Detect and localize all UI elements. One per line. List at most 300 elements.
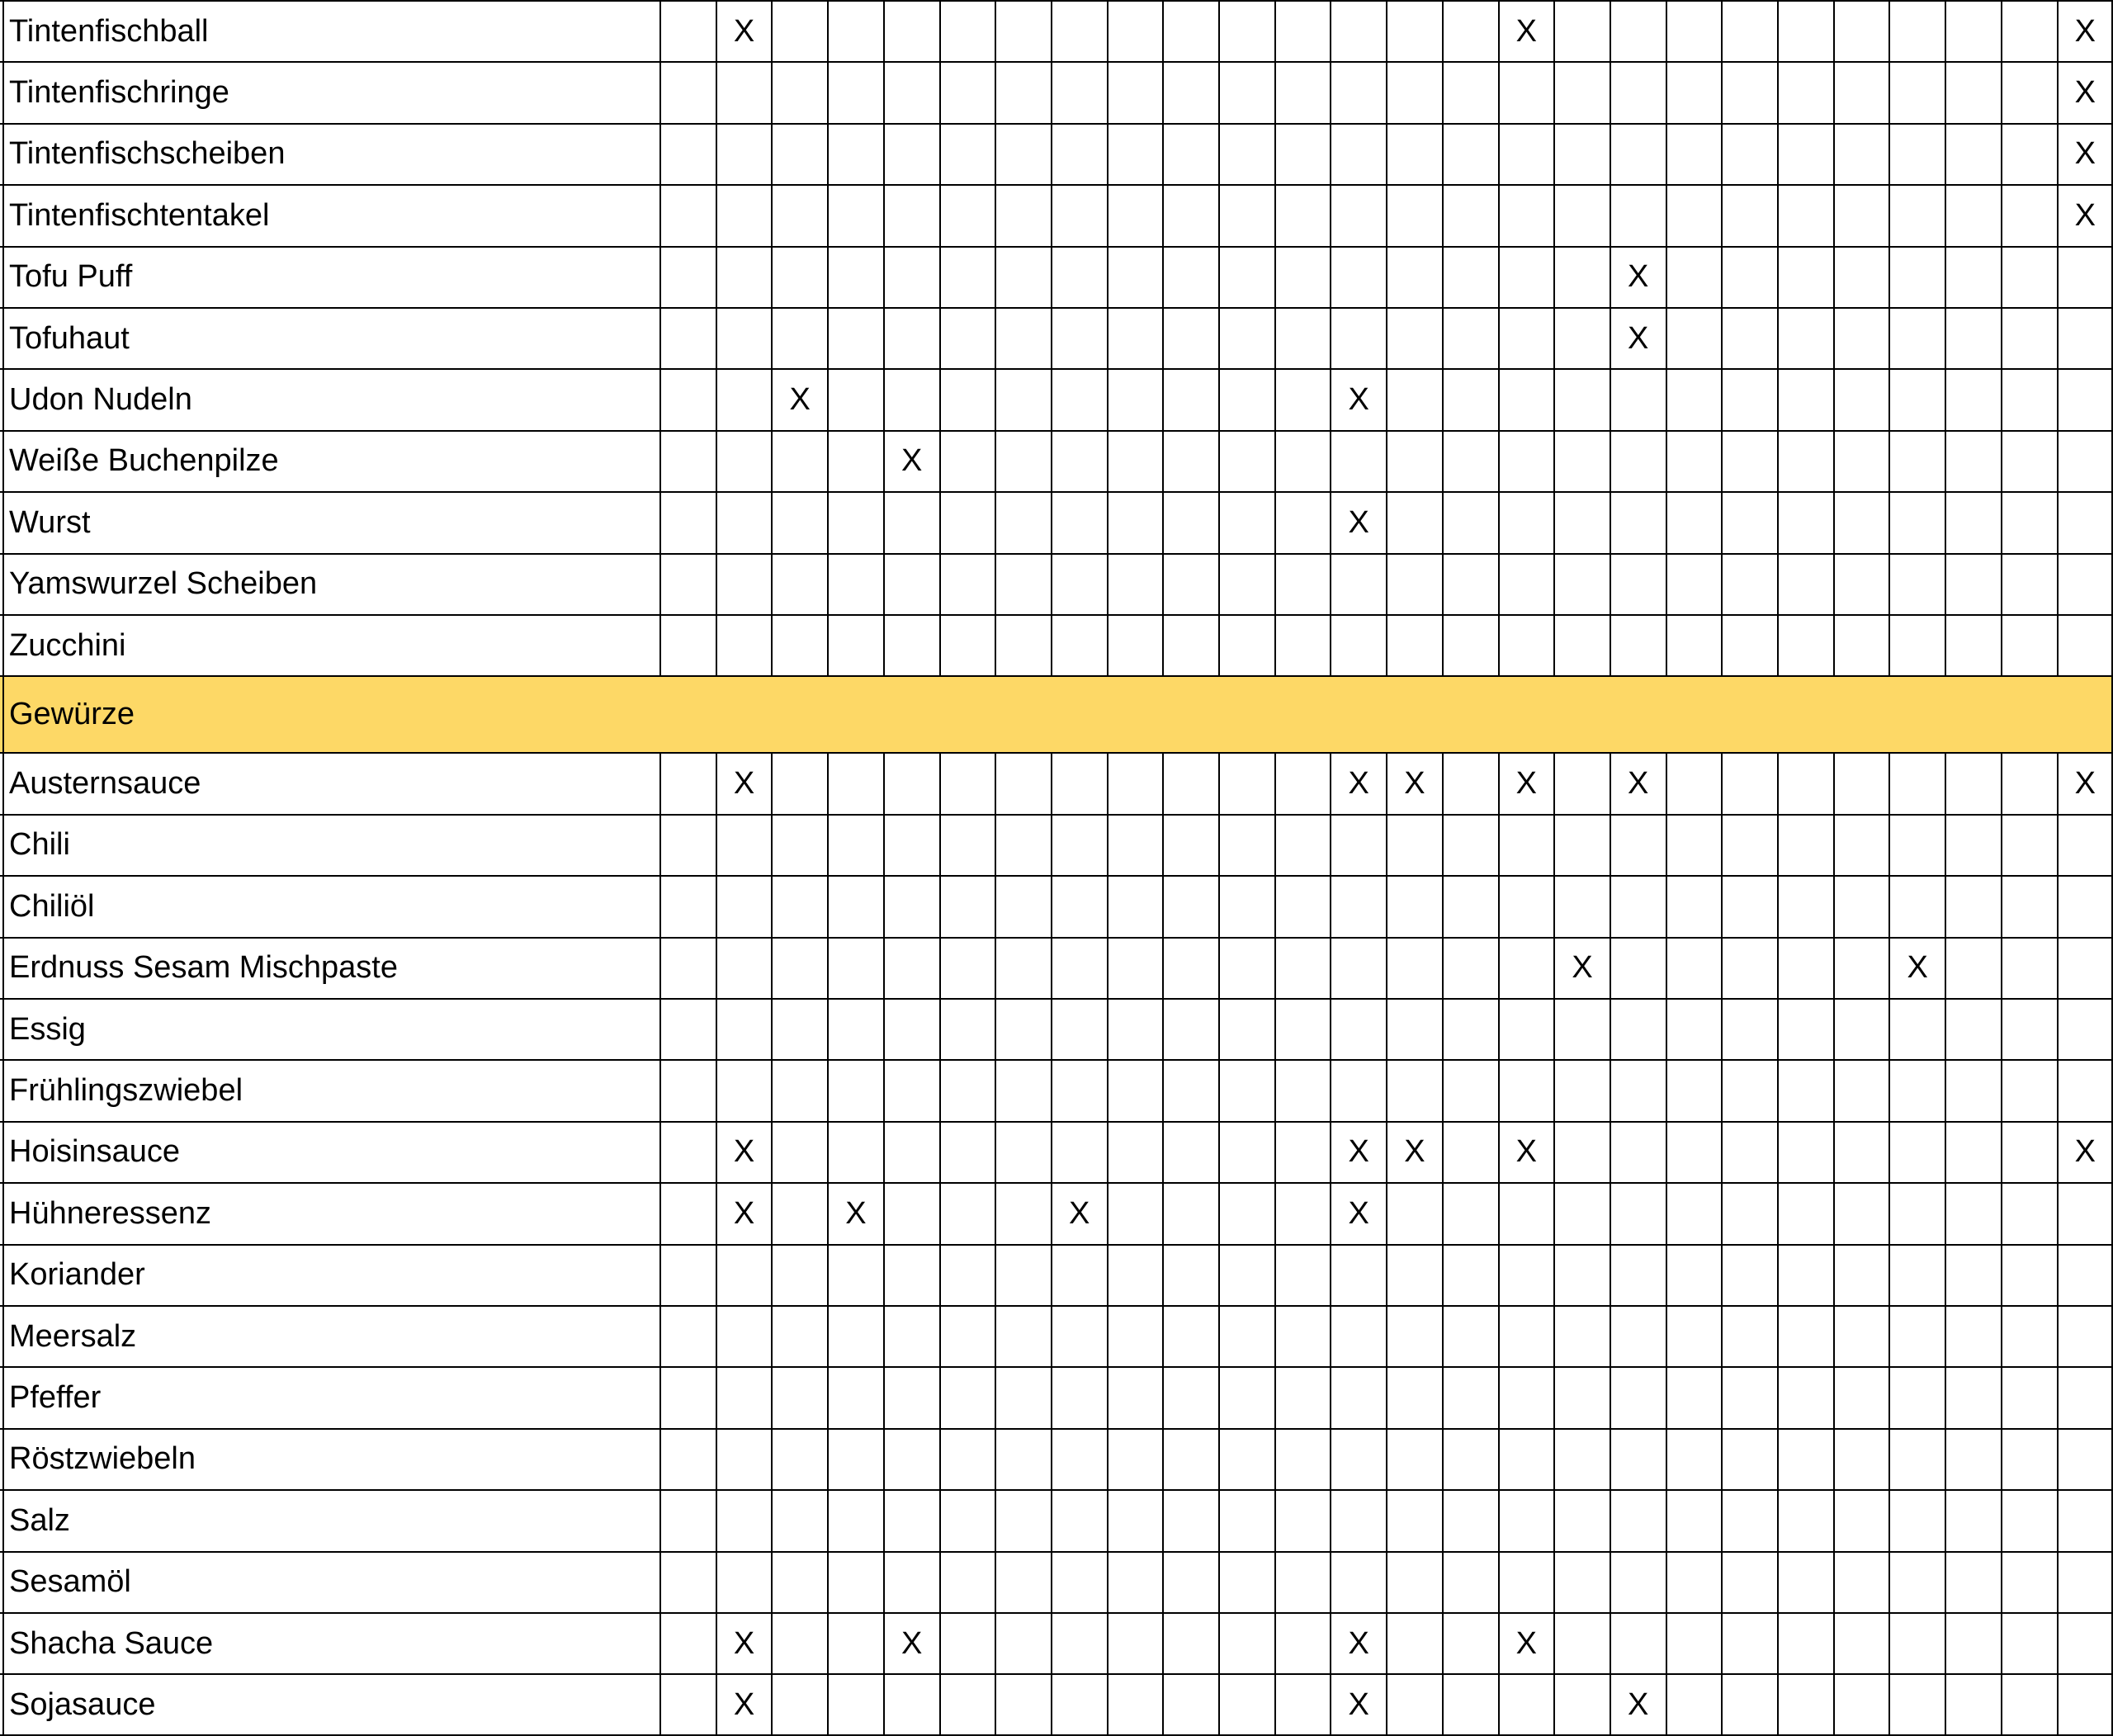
mark-cell bbox=[1443, 1122, 1499, 1183]
mark-cell bbox=[1387, 1613, 1443, 1674]
grid-line bbox=[1051, 615, 1052, 676]
mark-cell bbox=[1778, 1, 1834, 62]
table-row bbox=[0, 1490, 2113, 1551]
mark-cell bbox=[1945, 999, 2002, 1060]
grid-line bbox=[1051, 1245, 1052, 1306]
mark-cell bbox=[995, 308, 1052, 369]
mark-cell bbox=[1499, 1613, 1555, 1674]
mark-cell bbox=[1443, 753, 1499, 814]
mark-cell bbox=[940, 554, 996, 615]
mark-cell bbox=[1778, 1552, 1834, 1613]
check-mark: X bbox=[1348, 1195, 1369, 1231]
mark-cell bbox=[1052, 1183, 1108, 1244]
mark-cell bbox=[1834, 1674, 1890, 1735]
grid-line bbox=[1107, 1245, 1108, 1306]
mark-cell bbox=[1610, 247, 1666, 308]
grid-line bbox=[1051, 938, 1052, 999]
grid-line bbox=[1777, 308, 1779, 369]
mark-cell bbox=[1610, 1245, 1666, 1306]
mark-cell bbox=[1554, 938, 1610, 999]
mark-cell bbox=[1219, 1306, 1275, 1367]
grid-line bbox=[1833, 1, 1835, 62]
mark-cell bbox=[1554, 369, 1610, 430]
grid-line bbox=[827, 554, 829, 615]
mark-cell bbox=[2058, 308, 2113, 369]
mark-cell bbox=[1945, 1367, 2002, 1428]
grid-line bbox=[939, 554, 941, 615]
grid-line bbox=[1386, 1245, 1387, 1306]
grid-line bbox=[1553, 1367, 1555, 1428]
mark-cell bbox=[2002, 1245, 2058, 1306]
mark-cell bbox=[940, 431, 996, 492]
mark-cell bbox=[1722, 124, 1778, 185]
mark-cell bbox=[1889, 1490, 1945, 1551]
mark-cell bbox=[940, 753, 996, 814]
mark-cell bbox=[1331, 1674, 1387, 1735]
mark-cell bbox=[2002, 753, 2058, 814]
grid-line bbox=[1386, 308, 1387, 369]
mark-cell bbox=[1610, 62, 1666, 123]
mark-cell bbox=[1834, 938, 1890, 999]
table-row bbox=[0, 185, 2113, 246]
grid-line bbox=[1107, 815, 1108, 876]
mark-cell bbox=[1945, 615, 2002, 676]
mark-cell bbox=[940, 815, 996, 876]
mark-cell bbox=[1163, 369, 1219, 430]
grid-line bbox=[1553, 185, 1555, 246]
mark-cell bbox=[772, 1183, 828, 1244]
mark-cell bbox=[772, 753, 828, 814]
mark-cell bbox=[995, 492, 1052, 553]
grid-line bbox=[827, 1060, 829, 1121]
mark-cell bbox=[884, 1429, 940, 1490]
mark-cell bbox=[1052, 1122, 1108, 1183]
grid-line bbox=[939, 1245, 941, 1306]
grid-line bbox=[1442, 876, 1444, 937]
mark-cell bbox=[772, 185, 828, 246]
mark-cell bbox=[1722, 62, 1778, 123]
mark-cell bbox=[660, 431, 716, 492]
grid-line bbox=[1218, 1613, 1220, 1674]
grid-line bbox=[0, 814, 2113, 816]
mark-cell bbox=[1275, 1122, 1331, 1183]
mark-cell bbox=[1722, 369, 1778, 430]
grid-line bbox=[0, 1305, 2113, 1307]
mark-cell bbox=[1052, 876, 1108, 937]
grid-line bbox=[1833, 124, 1835, 185]
grid-line bbox=[1666, 876, 1667, 937]
mark-cell bbox=[1945, 185, 2002, 246]
mark-cell bbox=[772, 431, 828, 492]
grid-line bbox=[827, 124, 829, 185]
mark-cell bbox=[1889, 247, 1945, 308]
check-mark: X bbox=[901, 1625, 923, 1661]
mark-cell bbox=[1610, 431, 1666, 492]
mark-cell bbox=[1108, 308, 1164, 369]
mark-cell bbox=[1108, 1122, 1164, 1183]
grid-line bbox=[716, 308, 717, 369]
mark-cell bbox=[1108, 124, 1164, 185]
mark-cell bbox=[660, 62, 716, 123]
grid-line bbox=[1498, 1060, 1500, 1121]
grid-line bbox=[939, 1183, 941, 1244]
grid-line bbox=[1666, 1429, 1667, 1490]
grid-line bbox=[1833, 1183, 1835, 1244]
mark-cell bbox=[1778, 815, 1834, 876]
mark-cell bbox=[828, 431, 884, 492]
grid-line bbox=[0, 1612, 2113, 1614]
mark-cell bbox=[660, 938, 716, 999]
mark-cell bbox=[1610, 554, 1666, 615]
grid-line bbox=[1162, 62, 1164, 123]
grid-line bbox=[771, 1122, 773, 1183]
grid-line bbox=[939, 185, 941, 246]
grid-line bbox=[939, 1367, 941, 1428]
ingredient-name: Sesamöl bbox=[9, 1564, 131, 1600]
mark-cell bbox=[940, 308, 996, 369]
mark-cell bbox=[1554, 1306, 1610, 1367]
mark-cell bbox=[995, 124, 1052, 185]
mark-cell bbox=[2058, 999, 2113, 1060]
grid-line bbox=[1386, 1613, 1387, 1674]
grid-line bbox=[1386, 1122, 1387, 1183]
grid-line bbox=[1610, 185, 1611, 246]
mark-cell bbox=[1889, 1, 1945, 62]
mark-cell bbox=[772, 492, 828, 553]
grid-line bbox=[1777, 815, 1779, 876]
grid-line bbox=[1610, 1367, 1611, 1428]
grid-line bbox=[1386, 938, 1387, 999]
grid-line bbox=[1107, 1552, 1108, 1613]
mark-cell bbox=[1163, 1367, 1219, 1428]
mark-cell bbox=[1331, 999, 1387, 1060]
grid-line bbox=[1945, 876, 1946, 937]
grid-line bbox=[883, 492, 885, 553]
grid-line bbox=[1777, 1122, 1779, 1183]
mark-cell bbox=[1108, 185, 1164, 246]
grid-line bbox=[883, 815, 885, 876]
mark-cell bbox=[716, 492, 773, 553]
grid-line bbox=[883, 62, 885, 123]
mark-cell bbox=[1108, 1183, 1164, 1244]
mark-cell bbox=[1052, 938, 1108, 999]
mark-cell bbox=[828, 1060, 884, 1121]
mark-cell bbox=[995, 1429, 1052, 1490]
mark-cell bbox=[1108, 876, 1164, 937]
grid-line bbox=[1498, 938, 1500, 999]
mark-cell bbox=[995, 185, 1052, 246]
mark-cell bbox=[1163, 431, 1219, 492]
grid-line bbox=[1888, 615, 1890, 676]
grid-line bbox=[1888, 124, 1890, 185]
grid-line bbox=[1442, 185, 1444, 246]
grid-line bbox=[1610, 1183, 1611, 1244]
grid-line bbox=[716, 1552, 717, 1613]
table-row bbox=[0, 62, 2113, 123]
ingredient-name: Hoisinsauce bbox=[9, 1134, 180, 1170]
grid-line bbox=[1162, 1122, 1164, 1183]
grid-line bbox=[1442, 492, 1444, 553]
mark-cell bbox=[1275, 876, 1331, 937]
grid-line bbox=[2001, 876, 2002, 937]
table-row bbox=[0, 1613, 2113, 1674]
grid-line bbox=[1498, 492, 1500, 553]
grid-line bbox=[1721, 431, 1723, 492]
mark-cell bbox=[1108, 1429, 1164, 1490]
mark-cell bbox=[772, 369, 828, 430]
grid-line bbox=[716, 876, 717, 937]
grid-line bbox=[995, 1060, 996, 1121]
mark-cell bbox=[1331, 876, 1387, 937]
grid-line bbox=[1051, 1367, 1052, 1428]
mark-cell bbox=[1108, 1674, 1164, 1735]
mark-cell bbox=[660, 308, 716, 369]
mark-cell bbox=[1219, 554, 1275, 615]
grid-line bbox=[883, 247, 885, 308]
mark-cell bbox=[1610, 1552, 1666, 1613]
mark-cell bbox=[772, 1122, 828, 1183]
mark-cell bbox=[1275, 815, 1331, 876]
ingredient-name: Röstzwiebeln bbox=[9, 1441, 196, 1477]
mark-cell bbox=[1889, 308, 1945, 369]
grid-line bbox=[2001, 1183, 2002, 1244]
grid-line bbox=[1553, 1122, 1555, 1183]
mark-cell bbox=[1499, 938, 1555, 999]
grid-line bbox=[1107, 1367, 1108, 1428]
mark-cell bbox=[1108, 1, 1164, 62]
grid-line bbox=[1218, 492, 1220, 553]
grid-line bbox=[1945, 308, 1946, 369]
grid-line bbox=[1833, 1490, 1835, 1551]
grid-line bbox=[0, 614, 2113, 616]
section-header bbox=[0, 676, 2113, 753]
grid-line bbox=[1721, 938, 1723, 999]
mark-cell bbox=[940, 185, 996, 246]
check-mark: X bbox=[1628, 259, 1649, 295]
mark-cell bbox=[1331, 247, 1387, 308]
mark-cell bbox=[660, 1, 716, 62]
grid-line bbox=[0, 998, 2113, 1000]
grid-line bbox=[0, 875, 2113, 877]
mark-cell bbox=[1889, 554, 1945, 615]
ingredient-name: Salz bbox=[9, 1502, 70, 1538]
mark-cell bbox=[1945, 1674, 2002, 1735]
grid-line bbox=[995, 369, 996, 430]
grid-line bbox=[1107, 1674, 1108, 1735]
mark-cell bbox=[1331, 1122, 1387, 1183]
mark-cell bbox=[1834, 1122, 1890, 1183]
grid-line bbox=[1218, 1245, 1220, 1306]
grid-line bbox=[1833, 1367, 1835, 1428]
grid-line bbox=[1777, 1060, 1779, 1121]
grid-line bbox=[1386, 1429, 1387, 1490]
grid-line bbox=[1553, 1183, 1555, 1244]
mark-cell bbox=[1331, 62, 1387, 123]
grid-line bbox=[1666, 615, 1667, 676]
mark-cell bbox=[1443, 815, 1499, 876]
grid-line bbox=[1945, 1245, 1946, 1306]
mark-cell bbox=[1052, 1613, 1108, 1674]
grid-line bbox=[1274, 938, 1276, 999]
grid-line bbox=[1833, 369, 1835, 430]
grid-line bbox=[771, 124, 773, 185]
grid-line bbox=[0, 937, 2113, 939]
mark-cell bbox=[884, 124, 940, 185]
grid-line bbox=[1051, 1552, 1052, 1613]
grid-line bbox=[1107, 185, 1108, 246]
grid-line bbox=[995, 431, 996, 492]
mark-cell bbox=[940, 1183, 996, 1244]
mark-cell bbox=[1666, 62, 1723, 123]
mark-cell bbox=[940, 1245, 996, 1306]
mark-cell bbox=[1666, 1122, 1723, 1183]
mark-cell bbox=[1610, 1306, 1666, 1367]
grid-line bbox=[2001, 1674, 2002, 1735]
grid-line bbox=[1162, 124, 1164, 185]
grid-line bbox=[1442, 62, 1444, 123]
mark-cell bbox=[2058, 1552, 2113, 1613]
ingredient-name: Chiliöl bbox=[9, 888, 95, 924]
grid-line bbox=[0, 430, 2113, 432]
mark-cell bbox=[884, 185, 940, 246]
grid-line bbox=[1888, 554, 1890, 615]
grid-line bbox=[1498, 124, 1500, 185]
mark-cell bbox=[1219, 1245, 1275, 1306]
grid-line bbox=[995, 753, 996, 814]
mark-cell bbox=[828, 247, 884, 308]
ingredient-name: Chili bbox=[9, 827, 70, 863]
mark-cell bbox=[1443, 1613, 1499, 1674]
grid-line bbox=[771, 753, 773, 814]
mark-cell bbox=[1666, 1245, 1723, 1306]
mark-cell bbox=[828, 1, 884, 62]
ingredient-name: Erdnuss Sesam Mischpaste bbox=[9, 950, 398, 986]
grid-line bbox=[827, 1183, 829, 1244]
mark-cell bbox=[1108, 1552, 1164, 1613]
grid-line bbox=[1218, 1306, 1220, 1367]
mark-cell bbox=[1387, 62, 1443, 123]
check-mark: X bbox=[1572, 950, 1593, 986]
mark-cell bbox=[716, 1367, 773, 1428]
grid-line bbox=[1107, 492, 1108, 553]
mark-cell bbox=[1219, 1490, 1275, 1551]
grid-line bbox=[1721, 185, 1723, 246]
grid-line bbox=[1330, 1490, 1331, 1551]
mark-cell bbox=[1945, 124, 2002, 185]
mark-cell bbox=[1387, 753, 1443, 814]
table-row bbox=[0, 1552, 2113, 1613]
grid-line bbox=[1888, 62, 1890, 123]
mark-cell bbox=[1052, 753, 1108, 814]
mark-cell bbox=[884, 1306, 940, 1367]
grid-line bbox=[1386, 1060, 1387, 1121]
grid-line bbox=[1107, 1490, 1108, 1551]
mark-cell bbox=[2002, 1367, 2058, 1428]
grid-line bbox=[1218, 1183, 1220, 1244]
grid-line bbox=[1442, 1245, 1444, 1306]
ingredient-name: Austernsauce bbox=[9, 766, 201, 802]
grid-line bbox=[1330, 369, 1331, 430]
mark-cell bbox=[1722, 615, 1778, 676]
mark-cell bbox=[1163, 1, 1219, 62]
mark-cell bbox=[1834, 369, 1890, 430]
grid-line bbox=[939, 938, 941, 999]
mark-cell bbox=[2002, 492, 2058, 553]
grid-line bbox=[1498, 185, 1500, 246]
grid-line bbox=[1610, 1613, 1611, 1674]
grid-line bbox=[659, 1060, 661, 1121]
mark-cell bbox=[995, 815, 1052, 876]
mark-cell bbox=[884, 62, 940, 123]
mark-cell bbox=[1163, 938, 1219, 999]
mark-cell bbox=[1052, 247, 1108, 308]
grid-line bbox=[1051, 62, 1052, 123]
grid-line bbox=[939, 1429, 941, 1490]
grid-line bbox=[1833, 554, 1835, 615]
grid-line bbox=[1945, 1122, 1946, 1183]
mark-cell bbox=[1443, 876, 1499, 937]
table-row bbox=[0, 938, 2113, 999]
grid-line bbox=[2001, 615, 2002, 676]
mark-cell bbox=[940, 1122, 996, 1183]
mark-cell bbox=[995, 369, 1052, 430]
grid-line bbox=[2001, 1367, 2002, 1428]
grid-line bbox=[1945, 492, 1946, 553]
grid-line bbox=[2001, 554, 2002, 615]
mark-cell bbox=[1499, 876, 1555, 937]
grid-line bbox=[1888, 999, 1890, 1060]
grid-line bbox=[1274, 876, 1276, 937]
mark-cell bbox=[1834, 554, 1890, 615]
mark-cell bbox=[2002, 1306, 2058, 1367]
grid-line bbox=[1498, 1245, 1500, 1306]
mark-cell bbox=[772, 815, 828, 876]
grid-line bbox=[1330, 185, 1331, 246]
grid-line bbox=[0, 1059, 2113, 1061]
mark-cell bbox=[1443, 492, 1499, 553]
mark-cell bbox=[1443, 999, 1499, 1060]
grid-line bbox=[1274, 369, 1276, 430]
grid-line bbox=[995, 247, 996, 308]
grid-line bbox=[0, 246, 2113, 248]
grid-line bbox=[1666, 492, 1667, 553]
grid-line bbox=[771, 1245, 773, 1306]
grid-line bbox=[1553, 124, 1555, 185]
mark-cell bbox=[1834, 753, 1890, 814]
mark-cell bbox=[1499, 615, 1555, 676]
mark-cell bbox=[2058, 1490, 2113, 1551]
mark-cell bbox=[1052, 1, 1108, 62]
grid-line bbox=[995, 1306, 996, 1367]
mark-cell bbox=[2002, 615, 2058, 676]
mark-cell bbox=[828, 815, 884, 876]
mark-cell bbox=[884, 615, 940, 676]
grid-line bbox=[1553, 876, 1555, 937]
grid-line bbox=[1218, 369, 1220, 430]
grid-line bbox=[1945, 247, 1946, 308]
grid-line bbox=[1218, 247, 1220, 308]
mark-cell bbox=[1610, 1490, 1666, 1551]
mark-cell bbox=[828, 308, 884, 369]
mark-cell bbox=[2002, 999, 2058, 1060]
grid-line bbox=[1330, 1306, 1331, 1367]
mark-cell bbox=[1610, 124, 1666, 185]
mark-cell bbox=[660, 999, 716, 1060]
grid-line bbox=[939, 815, 941, 876]
grid-line bbox=[1666, 1552, 1667, 1613]
grid-line bbox=[1721, 876, 1723, 937]
grid-line bbox=[1945, 815, 1946, 876]
